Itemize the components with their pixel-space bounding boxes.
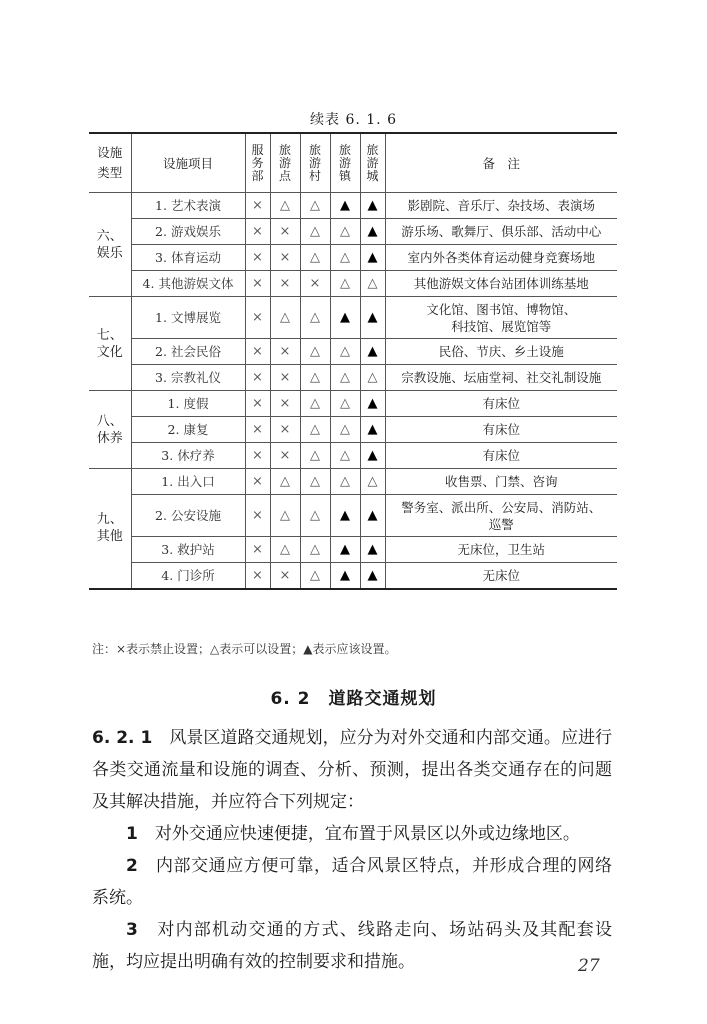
- table-row: [89, 297, 617, 339]
- note-cell: 有床位: [385, 417, 617, 443]
- level-mark-cell: ▲: [360, 297, 385, 339]
- level-mark-cell: ×: [245, 271, 270, 297]
- note-cell: 其他游娱文体台站团体训练基地: [385, 271, 617, 297]
- level-mark-cell: △: [330, 339, 360, 365]
- page-number: 27: [578, 956, 600, 976]
- level-mark-cell: ▲: [360, 563, 385, 589]
- header-level-spot: 旅 游 点: [270, 133, 300, 193]
- level-mark-cell: ×: [270, 563, 300, 589]
- level-mark-cell: △: [300, 537, 330, 563]
- note-cell: 收售票、门禁、咨询: [385, 469, 617, 495]
- level-mark-cell: △: [330, 443, 360, 469]
- note-cell: 有床位: [385, 391, 617, 417]
- level-mark-cell: ×: [245, 193, 270, 219]
- level-mark-cell: ×: [245, 219, 270, 245]
- note-cell: 文化馆、图书馆、博物馆、 科技馆、展览馆等: [385, 297, 617, 339]
- note-cell: 无床位，卫生站: [385, 537, 617, 563]
- note-cell: 宗教设施、坛庙堂祠、社交礼制设施: [385, 365, 617, 391]
- item-cell: 2. 康复: [131, 417, 245, 443]
- header-level-service: 服 务 部: [245, 133, 270, 193]
- level-mark-cell: △: [360, 365, 385, 391]
- table-header-row: [89, 133, 617, 193]
- level-mark-cell: ×: [245, 391, 270, 417]
- level-mark-cell: ▲: [330, 193, 360, 219]
- note-cell: 有床位: [385, 443, 617, 469]
- level-mark-cell: ×: [270, 339, 300, 365]
- clause-number: 6. 2. 1: [92, 728, 153, 748]
- header-level-town: 旅 游 镇: [330, 133, 360, 193]
- header-level-village: 旅 游 村: [300, 133, 330, 193]
- level-mark-cell: △: [270, 495, 300, 537]
- list-item: [92, 914, 612, 978]
- item-cell: 3. 宗教礼仪: [131, 365, 245, 391]
- level-mark-cell: △: [270, 469, 300, 495]
- level-mark-cell: ×: [270, 443, 300, 469]
- level-mark-cell: △: [300, 219, 330, 245]
- level-mark-cell: ▲: [360, 537, 385, 563]
- item-cell: 4. 门诊所: [131, 563, 245, 589]
- item-cell: 3. 救护站: [131, 537, 245, 563]
- item-text: 对外交通应快速便捷，宜布置于风景区以外或边缘地区。: [154, 824, 580, 844]
- list-item: [92, 850, 612, 914]
- level-mark-cell: ×: [270, 417, 300, 443]
- level-mark-cell: △: [330, 219, 360, 245]
- table-row: [89, 495, 617, 537]
- item-text: 内部交通应方便可靠，适合风景区特点，并形成合理的网络系统。: [92, 856, 613, 908]
- category-cell: 七、 文化: [89, 297, 131, 391]
- level-mark-cell: ▲: [330, 297, 360, 339]
- level-mark-cell: △: [330, 365, 360, 391]
- section-heading: 6. 2 道路交通规划: [270, 689, 437, 709]
- level-mark-cell: ×: [245, 537, 270, 563]
- table-row: [89, 339, 617, 365]
- level-mark-cell: ×: [270, 219, 300, 245]
- table-row: [89, 193, 617, 219]
- level-mark-cell: △: [300, 495, 330, 537]
- level-mark-cell: △: [300, 417, 330, 443]
- level-mark-cell: ×: [270, 245, 300, 271]
- table-row: [89, 271, 617, 297]
- level-mark-cell: ▲: [330, 537, 360, 563]
- table-row: [89, 443, 617, 469]
- level-mark-cell: ▲: [360, 245, 385, 271]
- note-cell: 室内外各类体育运动健身竞赛场地: [385, 245, 617, 271]
- level-mark-cell: ▲: [360, 391, 385, 417]
- level-mark-cell: ×: [245, 245, 270, 271]
- table-row: [89, 537, 617, 563]
- header-category: 设施 类型: [89, 133, 131, 193]
- level-mark-cell: △: [360, 271, 385, 297]
- item-cell: 1. 度假: [131, 391, 245, 417]
- clause-paragraph: [92, 722, 612, 818]
- note-cell: 无床位: [385, 563, 617, 589]
- level-mark-cell: ▲: [360, 219, 385, 245]
- item-cell: 2. 游戏娱乐: [131, 219, 245, 245]
- item-number: 1: [126, 824, 138, 844]
- header-item: 设施项目: [131, 133, 245, 193]
- table-row: [89, 563, 617, 589]
- level-mark-cell: ×: [245, 365, 270, 391]
- level-mark-cell: ×: [270, 365, 300, 391]
- item-number: 2: [126, 856, 138, 876]
- level-mark-cell: ×: [300, 271, 330, 297]
- level-mark-cell: ▲: [360, 339, 385, 365]
- level-mark-cell: △: [300, 563, 330, 589]
- level-mark-cell: ▲: [330, 495, 360, 537]
- table-footnote: 注：×表示禁止设置；△表示可以设置；▲表示应该设置。: [92, 642, 397, 656]
- note-cell: 影剧院、音乐厅、杂技场、表演场: [385, 193, 617, 219]
- level-mark-cell: △: [330, 391, 360, 417]
- item-cell: 4. 其他游娱文体: [131, 271, 245, 297]
- level-mark-cell: ▲: [330, 563, 360, 589]
- level-mark-cell: △: [300, 245, 330, 271]
- table-row: [89, 417, 617, 443]
- item-cell: 1. 出入口: [131, 469, 245, 495]
- facilities-table: [89, 132, 617, 590]
- level-mark-cell: △: [300, 365, 330, 391]
- level-mark-cell: △: [270, 297, 300, 339]
- level-mark-cell: △: [270, 537, 300, 563]
- level-mark-cell: ▲: [360, 417, 385, 443]
- table-row: [89, 391, 617, 417]
- level-mark-cell: ×: [270, 271, 300, 297]
- level-mark-cell: ×: [245, 563, 270, 589]
- table-row: [89, 245, 617, 271]
- item-text: 对内部机动交通的方式、线路走向、场站码头及其配套设施，均应提出明确有效的控制要求和措施。: [92, 920, 613, 972]
- table-row: [89, 469, 617, 495]
- note-cell: 警务室、派出所、公安局、消防站、 巡警: [385, 495, 617, 537]
- table-row: [89, 365, 617, 391]
- level-mark-cell: △: [330, 417, 360, 443]
- level-mark-cell: ×: [270, 391, 300, 417]
- item-cell: 1. 艺术表演: [131, 193, 245, 219]
- item-number: 3: [126, 920, 138, 940]
- level-mark-cell: △: [330, 271, 360, 297]
- header-level-city: 旅 游 城: [360, 133, 385, 193]
- note-cell: 民俗、节庆、乡土设施: [385, 339, 617, 365]
- level-mark-cell: ×: [245, 339, 270, 365]
- level-mark-cell: △: [330, 469, 360, 495]
- level-mark-cell: △: [270, 193, 300, 219]
- item-cell: 3. 休疗养: [131, 443, 245, 469]
- level-mark-cell: ▲: [360, 193, 385, 219]
- item-cell: 3. 体育运动: [131, 245, 245, 271]
- level-mark-cell: △: [300, 443, 330, 469]
- level-mark-cell: △: [300, 297, 330, 339]
- item-cell: 1. 文博展览: [131, 297, 245, 339]
- level-mark-cell: △: [330, 245, 360, 271]
- category-cell: 八、 休养: [89, 391, 131, 469]
- level-mark-cell: ×: [245, 469, 270, 495]
- level-mark-cell: △: [300, 469, 330, 495]
- level-mark-cell: ×: [245, 495, 270, 537]
- level-mark-cell: ×: [245, 297, 270, 339]
- level-mark-cell: △: [300, 193, 330, 219]
- level-mark-cell: △: [300, 339, 330, 365]
- level-mark-cell: ▲: [360, 443, 385, 469]
- category-cell: 九、 其他: [89, 469, 131, 589]
- category-cell: 六、 娱乐: [89, 193, 131, 297]
- level-mark-cell: △: [360, 469, 385, 495]
- level-mark-cell: ×: [245, 417, 270, 443]
- table-caption: 续表 6. 1. 6: [310, 112, 397, 128]
- list-item: [92, 818, 612, 850]
- clause-text: 风景区道路交通规划，应分为对外交通和内部交通。应进行各类交通流量和设施的调查、分析、预测，提出各类交通存在的问题及其解决措施，并应符合下列规定：: [92, 728, 613, 812]
- note-cell: 游乐场、歌舞厅、俱乐部、活动中心: [385, 219, 617, 245]
- table-row: [89, 219, 617, 245]
- level-mark-cell: ×: [245, 443, 270, 469]
- level-mark-cell: △: [300, 391, 330, 417]
- item-cell: 2. 社会民俗: [131, 339, 245, 365]
- level-mark-cell: ▲: [360, 495, 385, 537]
- item-cell: 2. 公安设施: [131, 495, 245, 537]
- header-note: 备 注: [385, 133, 617, 193]
